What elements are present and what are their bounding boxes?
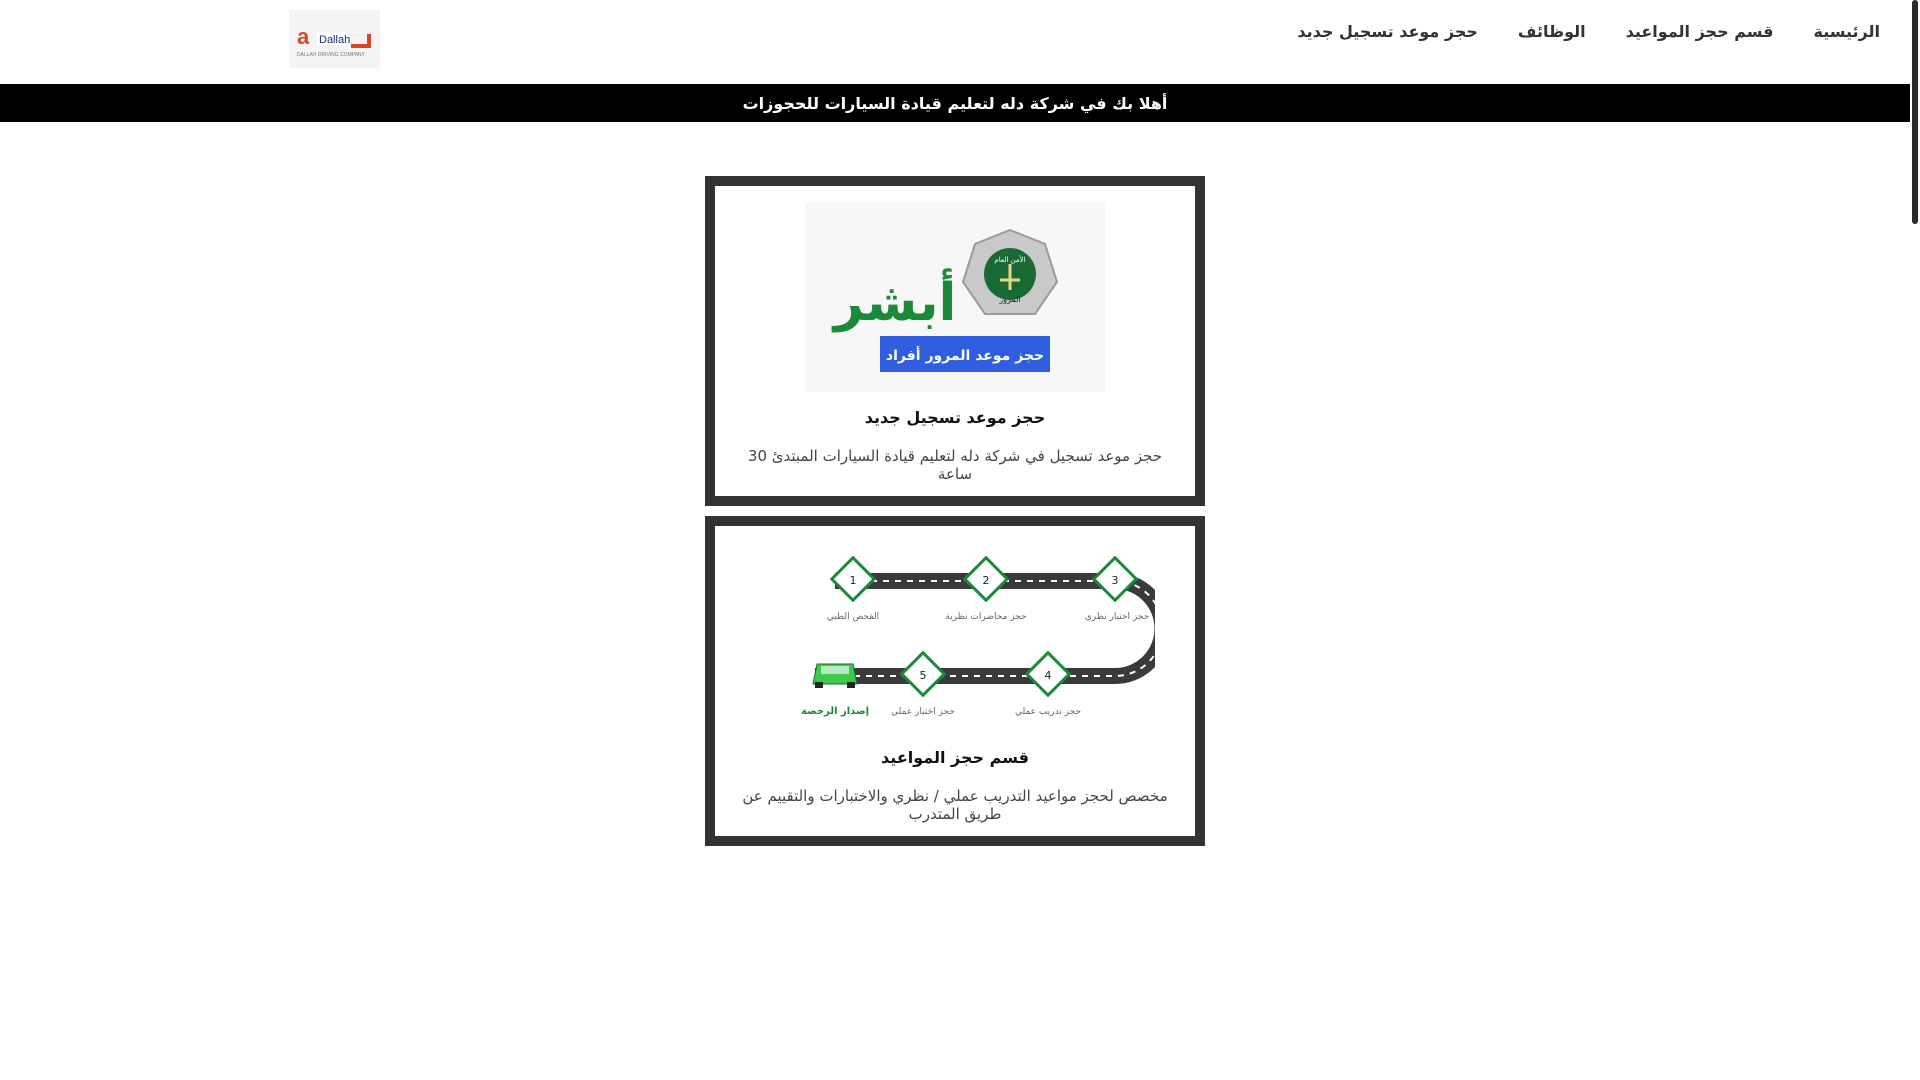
step-2-number: 2	[982, 574, 990, 587]
svg-text:a: a	[297, 24, 310, 49]
car-icon	[813, 664, 857, 688]
card-body	[715, 186, 1195, 496]
step-1-label: الفحص الطبي	[826, 612, 880, 622]
dallah-logo[interactable]	[289, 10, 380, 68]
scroll-thumb[interactable]	[1912, 0, 1918, 224]
step-4-number: 4	[1044, 669, 1052, 682]
step-2-label: حجز محاضرات نظرية	[945, 612, 1027, 622]
appointments-card[interactable]	[705, 516, 1205, 846]
card-description: مخصص لحجز مواعيد التدريب عملي / نظري والاختبارات والتقييم عن طريق المتدرب	[742, 787, 1168, 823]
card-description: حجز موعد تسجيل في شركة دله لتعليم قيادة السيارات المبتدئ 30 ساعة	[747, 447, 1163, 483]
logo-subtext: DALLAH DRIVING COMPANY	[297, 52, 365, 58]
new-registration-card[interactable]	[705, 176, 1205, 506]
main-nav	[1297, 16, 1880, 48]
steps-roadmap-image	[755, 536, 1155, 726]
vertical-scrollbar[interactable]	[1910, 0, 1920, 1080]
emblem-top-text: الأمن العام	[994, 256, 1026, 264]
license-issue-label: إصدار الرخصة	[800, 706, 870, 717]
site-header	[0, 0, 1910, 84]
step-1	[827, 558, 879, 622]
nav-jobs[interactable]: الوظائف	[1517, 22, 1586, 41]
step-4-label: حجز تدريب عملي	[1014, 707, 1082, 717]
step-4	[1015, 653, 1081, 717]
step-2	[945, 558, 1026, 622]
card-body	[715, 526, 1195, 836]
absher-image	[805, 202, 1105, 392]
card-title[interactable]: حجز موعد تسجيل جديد	[864, 408, 1046, 427]
emblem-bottom-text: المرور	[999, 295, 1021, 304]
nav-new-registration[interactable]: حجز موعد تسجيل جديد	[1297, 22, 1478, 41]
step-3-label: حجز اختبار نظري	[1084, 612, 1150, 622]
absher-button-text: حجز موعد المرور أفراد	[885, 348, 1045, 364]
nav-appointments[interactable]: قسم حجز المواعيد	[1625, 22, 1774, 41]
welcome-text: أهلا بك في شركة دله لتعليم قيادة السيارات للحجوزات	[742, 93, 1168, 113]
nav-home[interactable]: الرئيسية	[1813, 22, 1880, 41]
logo-text: Dallah	[319, 34, 351, 46]
absher-brand: أبشر	[833, 273, 957, 333]
welcome-banner	[0, 84, 1910, 122]
step-5	[891, 653, 955, 717]
step-5-label: حجز اختبار عملي	[891, 707, 955, 717]
step-3-number: 3	[1111, 574, 1119, 587]
card-title[interactable]: قسم حجز المواعيد	[881, 748, 1029, 767]
step-5-number: 5	[919, 669, 927, 682]
step-1-number: 1	[849, 574, 857, 587]
